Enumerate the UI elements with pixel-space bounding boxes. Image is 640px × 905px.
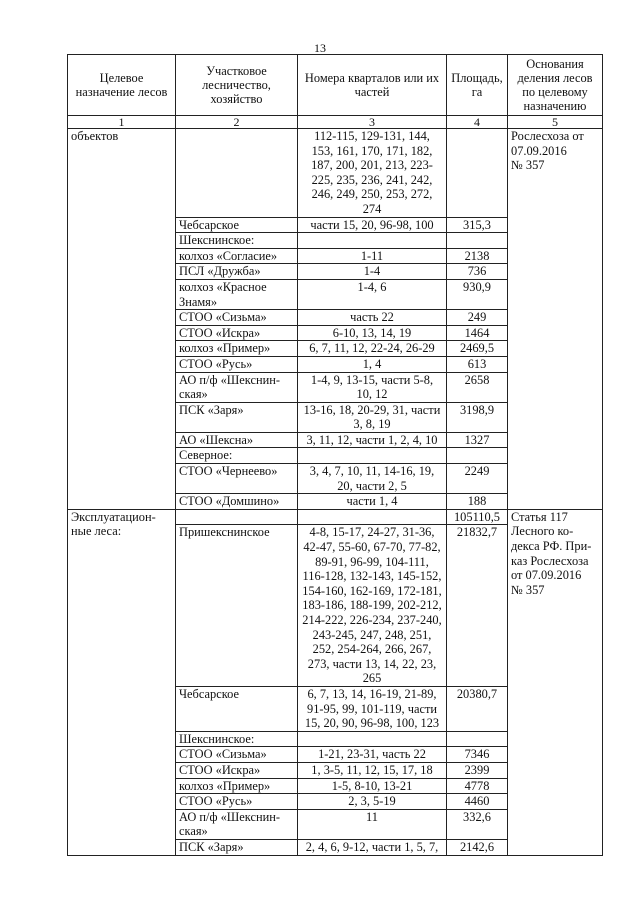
area-cell: 332,6 [447, 809, 508, 839]
column-number: 4 [447, 116, 508, 129]
forestry-cell [176, 509, 298, 525]
quarters-cell: 4-8, 15-17, 24-27, 31-36, 42-47, 55-60, 67-70, 77-82, 89-91, 96-99, 104-111, 116-128, 132-143, 145-152, 154-160, 162-169, 172-181, 183-186, 188-199, 202-212, 214-222, 226-234, 237-240, 243-245, 247, 248, 251, 252, 254-264, 266, 267, 273, части 13, 14, 22, 23, 265 [298, 525, 447, 687]
area-cell: 3198,9 [447, 402, 508, 432]
area-cell: 315,3 [447, 217, 508, 233]
area-cell: 21832,7 [447, 525, 508, 687]
forestry-cell: АО п/ф «Шекснин- ская» [176, 372, 298, 402]
forestry-cell: ПСК «Заря» [176, 839, 298, 855]
quarters-cell: 6-10, 13, 14, 19 [298, 325, 447, 341]
area-cell [447, 448, 508, 464]
forestry-cell: колхоз «Согласие» [176, 248, 298, 264]
forest-purpose-table [67, 54, 603, 856]
quarters-cell: 1-4, 6 [298, 279, 447, 309]
forestry-cell: Шекснинское: [176, 233, 298, 249]
forestry-cell: АО п/ф «Шекснин- ская» [176, 809, 298, 839]
forestry-cell: АО «Шексна» [176, 432, 298, 448]
forestry-cell: СТОО «Русь» [176, 356, 298, 372]
forestry-cell: ПСК «Заря» [176, 402, 298, 432]
area-cell: 7346 [447, 747, 508, 763]
quarters-cell: 1, 3-5, 11, 12, 15, 17, 18 [298, 762, 447, 778]
forestry-cell: СТОО «Сизьма» [176, 747, 298, 763]
page-number: 13 [314, 41, 326, 55]
area-cell: 930,9 [447, 279, 508, 309]
area-cell: 736 [447, 264, 508, 280]
basis-cell: Рослесхоза от 07.09.2016 № 357 [508, 129, 603, 510]
header-cell: Целевое назначение лесов [68, 55, 176, 116]
quarters-cell: 6, 7, 11, 12, 22-24, 26-29 [298, 341, 447, 357]
table-row [68, 129, 603, 218]
area-cell: 2399 [447, 762, 508, 778]
header-cell: Номера кварталов или их частей [298, 55, 447, 116]
area-cell: 1327 [447, 432, 508, 448]
area-cell: 105110,5 [447, 509, 508, 525]
column-number: 5 [508, 116, 603, 129]
quarters-cell: 1-21, 23-31, часть 22 [298, 747, 447, 763]
quarters-cell [298, 448, 447, 464]
area-cell: 249 [447, 310, 508, 326]
forestry-cell: Чебсарское [176, 217, 298, 233]
area-cell [447, 129, 508, 218]
column-number-row [68, 116, 603, 129]
area-cell: 188 [447, 494, 508, 510]
forestry-cell: Пришекснинское [176, 525, 298, 687]
forestry-cell: СТОО «Искра» [176, 762, 298, 778]
quarters-cell [298, 509, 447, 525]
quarters-cell: 11 [298, 809, 447, 839]
forestry-cell: СТОО «Чернеево» [176, 464, 298, 494]
forestry-cell: СТОО «Русь» [176, 794, 298, 810]
quarters-cell: 3, 4, 7, 10, 11, 14-16, 19, 20, части 2, 5 [298, 464, 447, 494]
table-row [68, 509, 603, 525]
area-cell: 2249 [447, 464, 508, 494]
area-cell: 4778 [447, 778, 508, 794]
quarters-cell: часть 22 [298, 310, 447, 326]
forestry-cell: Северное: [176, 448, 298, 464]
area-cell: 4460 [447, 794, 508, 810]
purpose-cell: Эксплуатацион- ные леса: [68, 509, 176, 855]
quarters-cell: 1-4, 9, 13-15, части 5-8, 10, 12 [298, 372, 447, 402]
quarters-cell: 1-5, 8-10, 13-21 [298, 778, 447, 794]
quarters-cell: 1-4 [298, 264, 447, 280]
forestry-cell: ПСЛ «Дружба» [176, 264, 298, 280]
table-body [68, 129, 603, 856]
area-cell: 2469,5 [447, 341, 508, 357]
area-cell: 1464 [447, 325, 508, 341]
quarters-cell: 1-11 [298, 248, 447, 264]
forestry-cell: СТОО «Домшино» [176, 494, 298, 510]
area-cell [447, 233, 508, 249]
quarters-cell: части 15, 20, 96-98, 100 [298, 217, 447, 233]
forestry-cell: колхоз «Пример» [176, 341, 298, 357]
forestry-cell: Чебсарское [176, 686, 298, 731]
quarters-cell: 3, 11, 12, части 1, 2, 4, 10 [298, 432, 447, 448]
quarters-cell: 13-16, 18, 20-29, 31, части 3, 8, 19 [298, 402, 447, 432]
quarters-cell: 1, 4 [298, 356, 447, 372]
area-cell [447, 731, 508, 747]
area-cell: 2138 [447, 248, 508, 264]
area-cell: 2142,6 [447, 839, 508, 855]
column-number: 1 [68, 116, 176, 129]
quarters-cell [298, 731, 447, 747]
forestry-cell: СТОО «Сизьма» [176, 310, 298, 326]
header-row [68, 55, 603, 116]
column-number: 3 [298, 116, 447, 129]
forestry-cell: колхоз «Красное Знамя» [176, 279, 298, 309]
quarters-cell [298, 233, 447, 249]
forestry-cell: колхоз «Пример» [176, 778, 298, 794]
basis-cell: Статья 117 Лесного ко- декса РФ. При- каз Рослесхоза от 07.09.2016 № 357 [508, 509, 603, 855]
forestry-cell: Шекснинское: [176, 731, 298, 747]
area-cell: 20380,7 [447, 686, 508, 731]
area-cell: 2658 [447, 372, 508, 402]
forestry-cell [176, 129, 298, 218]
header-cell: Основания деления лесов по целевому назначению [508, 55, 603, 116]
area-cell: 613 [447, 356, 508, 372]
column-number: 2 [176, 116, 298, 129]
header-cell: Участковое лесничество, хозяйство [176, 55, 298, 116]
quarters-cell: 2, 3, 5-19 [298, 794, 447, 810]
quarters-cell: 2, 4, 6, 9-12, части 1, 5, 7, [298, 839, 447, 855]
purpose-cell: объектов [68, 129, 176, 510]
quarters-cell: 112-115, 129-131, 144, 153, 161, 170, 171, 182, 187, 200, 201, 213, 223- 225, 235, 236, 241, 242, 246, 249, 250, 253, 272, 274 [298, 129, 447, 218]
header-cell: Площадь, га [447, 55, 508, 116]
quarters-cell: части 1, 4 [298, 494, 447, 510]
forestry-cell: СТОО «Искра» [176, 325, 298, 341]
quarters-cell: 6, 7, 13, 14, 16-19, 21-89, 91-95, 99, 101-119, части 15, 20, 90, 96-98, 100, 123 [298, 686, 447, 731]
